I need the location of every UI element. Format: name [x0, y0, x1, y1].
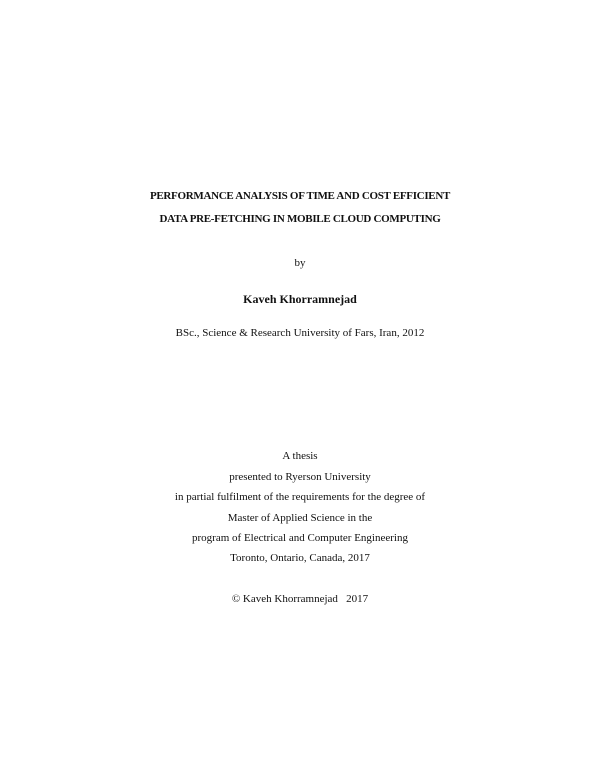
- thesis-statement-line-1: A thesis: [282, 450, 318, 462]
- thesis-title-line-1: PERFORMANCE ANALYSIS OF TIME AND COST EFFICIENT: [149, 190, 451, 202]
- thesis-statement-line-4: Master of Applied Science in the: [227, 512, 373, 524]
- thesis-title-line-2: DATA PRE-FETCHING IN MOBILE CLOUD COMPUTING: [159, 213, 441, 225]
- copyright-notice: © Kaveh Khorramnejad 2017: [231, 593, 369, 605]
- by-label: by: [294, 257, 306, 269]
- thesis-statement-line-6: Toronto, Ontario, Canada, 2017: [230, 552, 370, 564]
- thesis-statement-line-2: presented to Ryerson University: [229, 471, 371, 483]
- author-name: Kaveh Khorramnejad: [243, 292, 357, 306]
- thesis-statement-line-5: program of Electrical and Computer Engineering: [192, 532, 408, 544]
- prior-degree: BSc., Science & Research University of Fars, Iran, 2012: [175, 327, 425, 339]
- thesis-statement-line-3: in partial fulfilment of the requirements for the degree of: [174, 491, 426, 503]
